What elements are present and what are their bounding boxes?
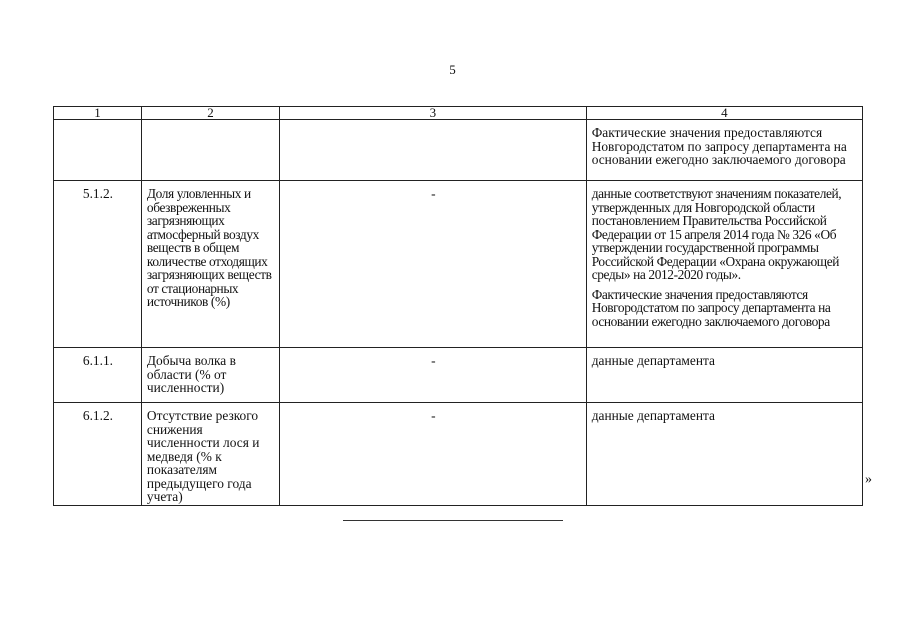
source-paragraph: Фактические значения предоставляются Новгородстатом по запросу департамента на основании ежегодно заключаемого договора [591, 286, 831, 329]
row-source [586, 181, 862, 348]
row-formula [280, 120, 587, 181]
table-header-row [54, 107, 863, 120]
row-source [586, 348, 862, 403]
row-number: 6.1.2. [54, 403, 142, 506]
row-indicator: Доля уловленных и обезвреженных загрязняющих атмосферный воздух веществ в общем количестве отходящих загрязняющих веществ от стационарных источников (%) [141, 181, 279, 348]
header-col-3: 3 [280, 107, 587, 120]
row-formula: - [280, 181, 587, 348]
row-indicator [141, 120, 279, 181]
source-paragraph: данные соответствуют значениям показателей, утвержденных для Новгородской области постановлением Правительства Российской Федерации от 15 апреля 2014 года № 326 «Об утверждении государственной программы Российской Федерации «Охрана окружающей среды» на 2012-2020 годы». [591, 186, 842, 282]
table-row [54, 348, 863, 403]
row-source [586, 403, 862, 506]
closing-quote: » [865, 472, 872, 487]
row-source [586, 120, 862, 181]
header-col-4: 4 [586, 107, 862, 120]
row-number: 5.1.2. [54, 181, 142, 348]
row-indicator: Отсутствие резкого снижения численности лося и медведя (% к показателям предыдущего года учета) [141, 403, 279, 506]
indicators-table [53, 106, 863, 506]
row-indicator: Добыча волка в области (% от численности) [141, 348, 279, 403]
source-paragraph: данные департамента [591, 353, 715, 368]
source-paragraph: данные департамента [591, 408, 715, 423]
row-formula: - [280, 403, 587, 506]
header-col-1: 1 [54, 107, 142, 120]
table-row [54, 181, 863, 348]
row-number [54, 120, 142, 181]
source-paragraph: Фактические значения предоставляются Новгородстатом по запросу департамента на основании ежегодно заключаемого договора [591, 125, 847, 167]
page-number: 5 [449, 62, 456, 77]
table-row [54, 120, 863, 181]
footer-divider-line [343, 520, 563, 521]
table-row [54, 403, 863, 506]
row-formula: - [280, 348, 587, 403]
row-number: 6.1.1. [54, 348, 142, 403]
header-col-2: 2 [141, 107, 279, 120]
